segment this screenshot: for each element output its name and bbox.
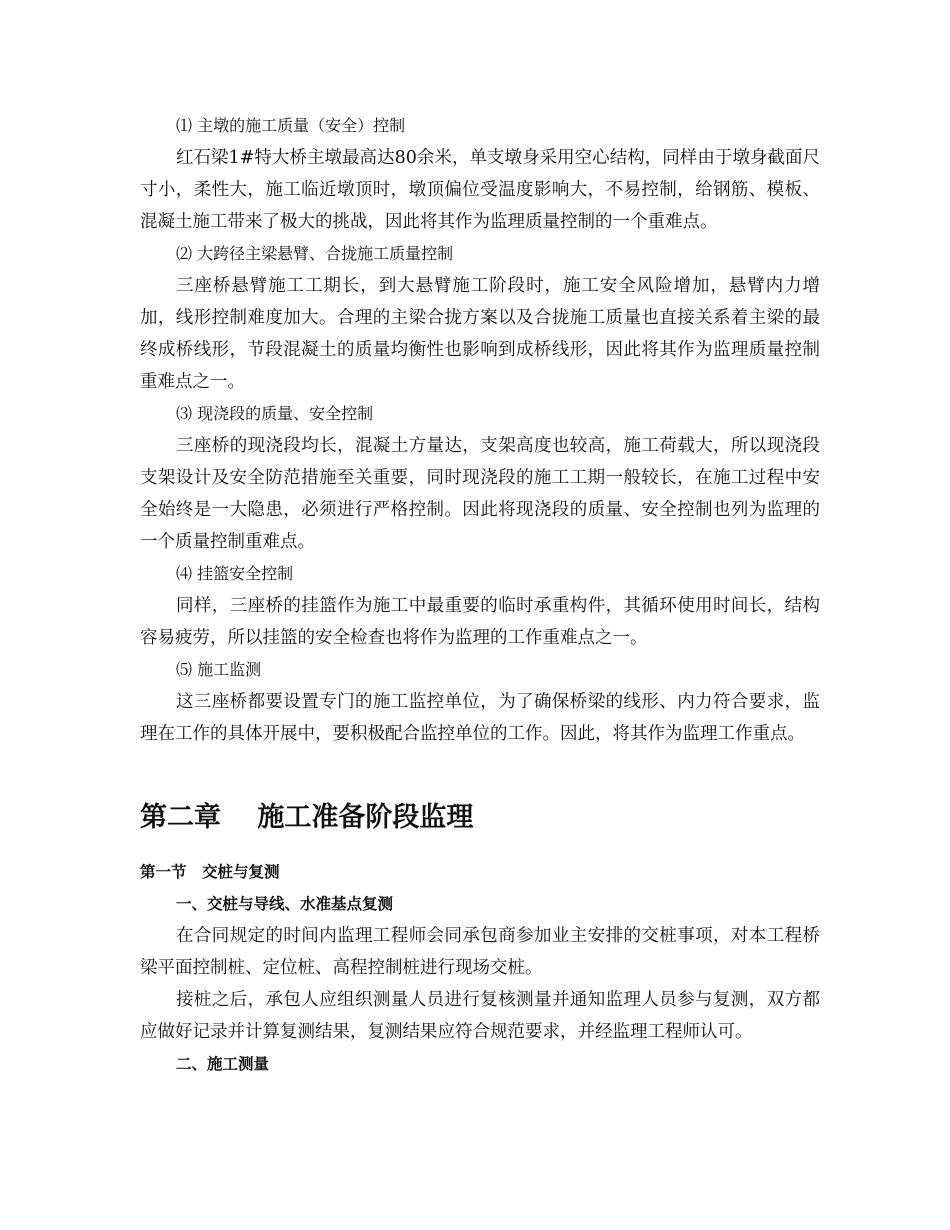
section-title: 第一节 交桩与复测 xyxy=(140,863,280,881)
chapter-title: 第二章 施工准备阶段监理 xyxy=(140,802,474,833)
chapter-paragraph-1: 在合同规定的时间内监理工程师会同承包商参加业主安排的交桩事项，对本工程桥梁平面控制桩、定位桩、高程控制桩进行现场交桩。 xyxy=(140,926,820,978)
item-paragraph-2: 三座桥悬臂施工工期长，到大悬臂施工阶段时，施工安全风险增加，悬臂内力增加，线形控制难度加大。合理的主梁合拢方案以及合拢施工质量也直接关系着主梁的最终成桥线形，节段混凝土的质量均衡性也影响到成桥线形，因此将其作为监理质量控制重难点之一。 xyxy=(140,276,820,392)
item-heading-2: ⑵ 大跨径主梁悬臂、合拢施工质量控制 xyxy=(176,244,454,263)
item-paragraph-5: 这三座桥都要设置专门的施工监控单位，为了确保桥梁的线形、内力符合要求，监理在工作的具体开展中，要积极配合监控单位的工作。因此，将其作为监理工作重点。 xyxy=(140,692,820,744)
item-heading-1: ⑴ 主墩的施工质量（安全）控制 xyxy=(176,116,406,135)
chapter-paragraph-2: 接桩之后，承包人应组织测量人员进行复核测量并通知监理人员参与复测，双方都应做好记录并计算复测结果，复测结果应符合规范要求，并经监理工程师认可。 xyxy=(140,990,820,1042)
subsection-title-1: 一、交桩与导线、水准基点复测 xyxy=(176,895,394,913)
item-heading-4: ⑷ 挂篮安全控制 xyxy=(176,564,294,583)
item-paragraph-4: 同样，三座桥的挂篮作为施工中最重要的临时承重构件，其循环使用时间长，结构容易疲劳，所以挂篮的安全检查也将作为监理的工作重难点之一。 xyxy=(140,596,820,648)
item-paragraph-1: 红石梁1#特大桥主墩最高达80余米，单支墩身采用空心结构，同样由于墩身截面尺寸小，柔性大，施工临近墩顶时，墩顶偏位受温度影响大，不易控制，给钢筋、模板、混凝土施工带来了极大的挑战，因此将其作为监理质量控制的一个重难点。 xyxy=(140,148,820,232)
item-heading-3: ⑶ 现浇段的质量、安全控制 xyxy=(176,404,374,423)
item-paragraph-3: 三座桥的现浇段均长，混凝土方量达，支架高度也较高，施工荷载大，所以现浇段支架设计及安全防范措施至关重要，同时现浇段的施工工期一般较长，在施工过程中安全始终是一大隐患，必须进行严格控制。因此将现浇段的质量、安全控制也列为监理的一个质量控制重难点。 xyxy=(140,436,820,552)
subsection-title-2: 二、施工测量 xyxy=(176,1055,270,1073)
item-heading-5: ⑸ 施工监测 xyxy=(176,660,262,679)
document-page xyxy=(140,110,820,1080)
